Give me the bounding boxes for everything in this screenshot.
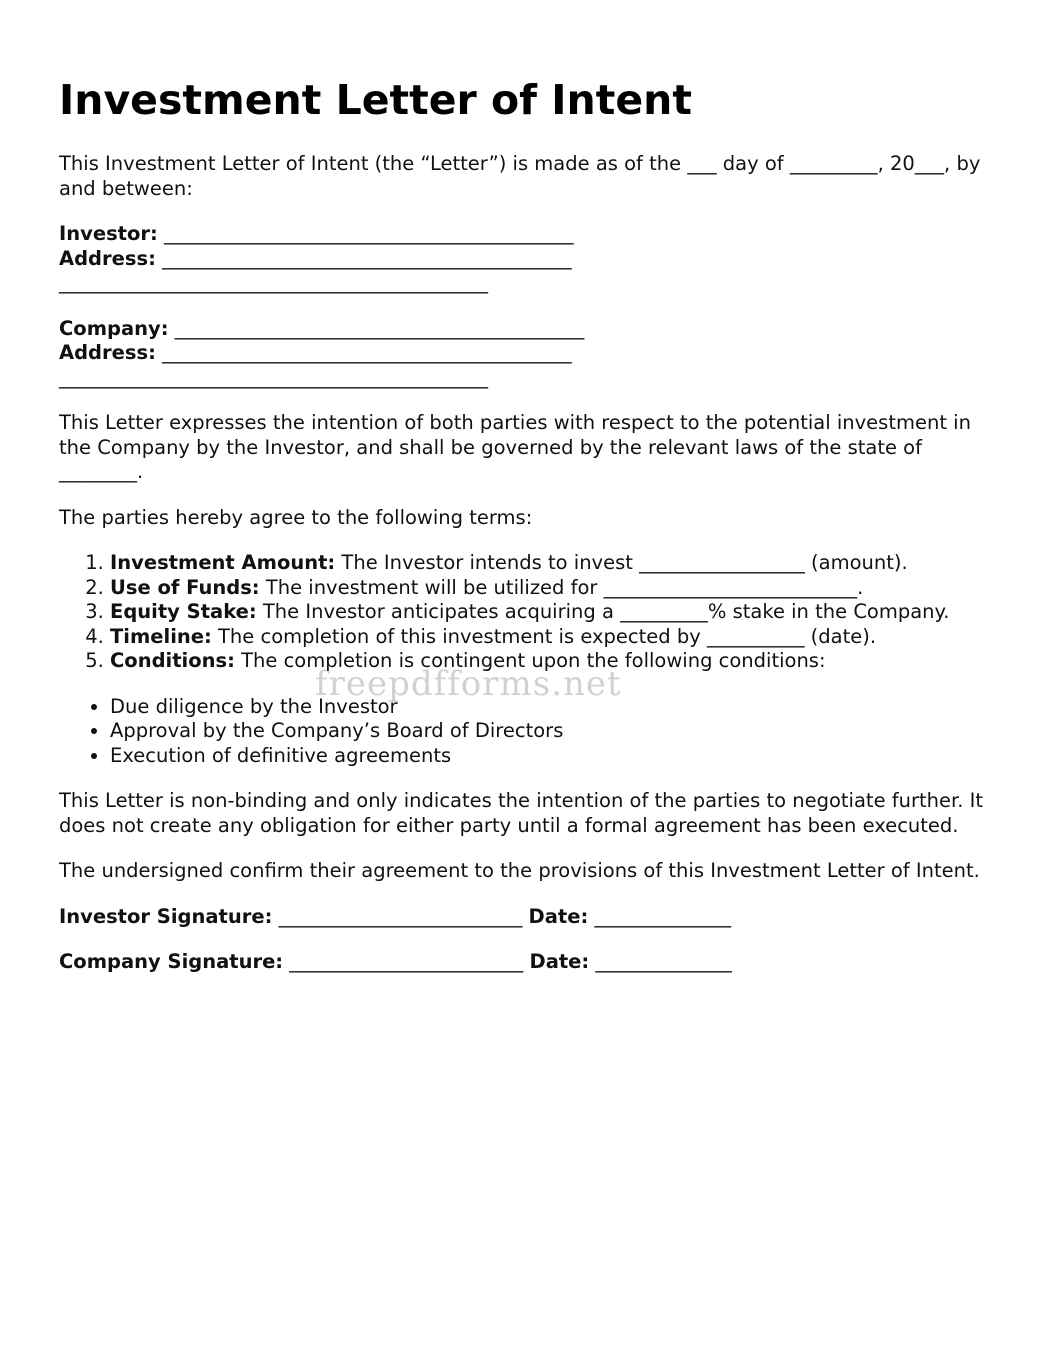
company-date-label: Date:	[529, 950, 590, 973]
confirm-paragraph: The undersigned confirm their agreement to the provisions of this Investment Letter of Intent.	[59, 859, 980, 882]
term-item	[110, 600, 1009, 625]
term-text: The completion of this investment is expected by __________ (date).	[211, 624, 877, 648]
investor-name-line	[59, 222, 1009, 247]
term-label: Timeline:	[110, 624, 212, 648]
term-text: The Investor intends to invest _________________ (amount).	[335, 551, 908, 574]
watermark: freepdfforms.net	[315, 664, 622, 704]
investor-signature-label: Investor Signature:	[59, 904, 273, 928]
condition-item: • Approval by the Company’s Board of Directors	[110, 719, 1009, 744]
investor-signature-blank: _________________________	[272, 904, 529, 928]
investor-address-label: Address:	[59, 246, 156, 270]
investor-address-line-2: ____________________________________________	[59, 271, 488, 294]
term-item	[110, 625, 1009, 650]
term-text: The investment will be utilized for __________________________.	[259, 575, 864, 599]
condition-item: • Due diligence by the Investor	[110, 695, 1009, 720]
company-signature-label: Company Signature:	[59, 950, 284, 973]
intro-paragraph: This Investment Letter of Intent (the “Letter”) is made as of the ___ day of _________, 20___, by and between:	[59, 152, 981, 200]
investor-fields	[59, 222, 1009, 296]
term-item	[110, 576, 1009, 601]
company-address-line	[59, 341, 1009, 366]
term-item	[110, 649, 1009, 674]
company-address-blank: __________________________________________	[162, 341, 572, 364]
company-signature-line	[59, 950, 1009, 975]
company-fields	[59, 317, 1009, 391]
terms-intro: The parties hereby agree to the following terms:	[59, 505, 533, 529]
purpose-paragraph: This Letter expresses the intention of both parties with respect to the potential investment in the Company by the Investor, and shall be governed by the relevant laws of the state of ________.	[59, 411, 971, 483]
document-title: Investment Letter of Intent	[59, 76, 692, 124]
investor-date-blank: ______________	[588, 904, 731, 928]
investor-label: Investor:	[59, 222, 158, 245]
term-text: The Investor anticipates acquiring a _________% stake in the Company.	[256, 600, 950, 623]
conditions-list	[59, 695, 1009, 769]
terms-list	[59, 551, 1009, 674]
company-address-label: Address:	[59, 341, 156, 364]
investor-date-label: Date:	[528, 904, 589, 928]
company-address-line-2: ____________________________________________	[59, 365, 488, 389]
company-name-blank: __________________________________________	[174, 316, 585, 340]
nonbinding-paragraph: This Letter is non-binding and only indicates the intention of the parties to negotiate further. It does not create any obligation for either party until a formal agreement has been executed.	[59, 789, 984, 837]
term-label: Conditions:	[110, 649, 235, 672]
company-signature-blank: ________________________	[283, 950, 530, 973]
company-date-blank: ______________	[589, 950, 732, 973]
term-label: Use of Funds:	[110, 575, 260, 599]
investor-name-blank: __________________________________________	[164, 222, 574, 245]
investor-address-blank: __________________________________________	[162, 246, 572, 270]
company-label: Company:	[59, 316, 169, 340]
company-name-line	[59, 317, 1009, 342]
term-label: Equity Stake:	[110, 600, 257, 623]
condition-item: • Execution of definitive agreements	[110, 744, 1009, 769]
term-text: The completion is contingent upon the following conditions:	[234, 649, 826, 672]
term-item	[110, 551, 1009, 576]
investor-signature-line	[59, 905, 1009, 930]
investor-address-line	[59, 247, 1009, 272]
term-label: Investment Amount:	[110, 551, 336, 574]
document-page	[59, 74, 1009, 996]
